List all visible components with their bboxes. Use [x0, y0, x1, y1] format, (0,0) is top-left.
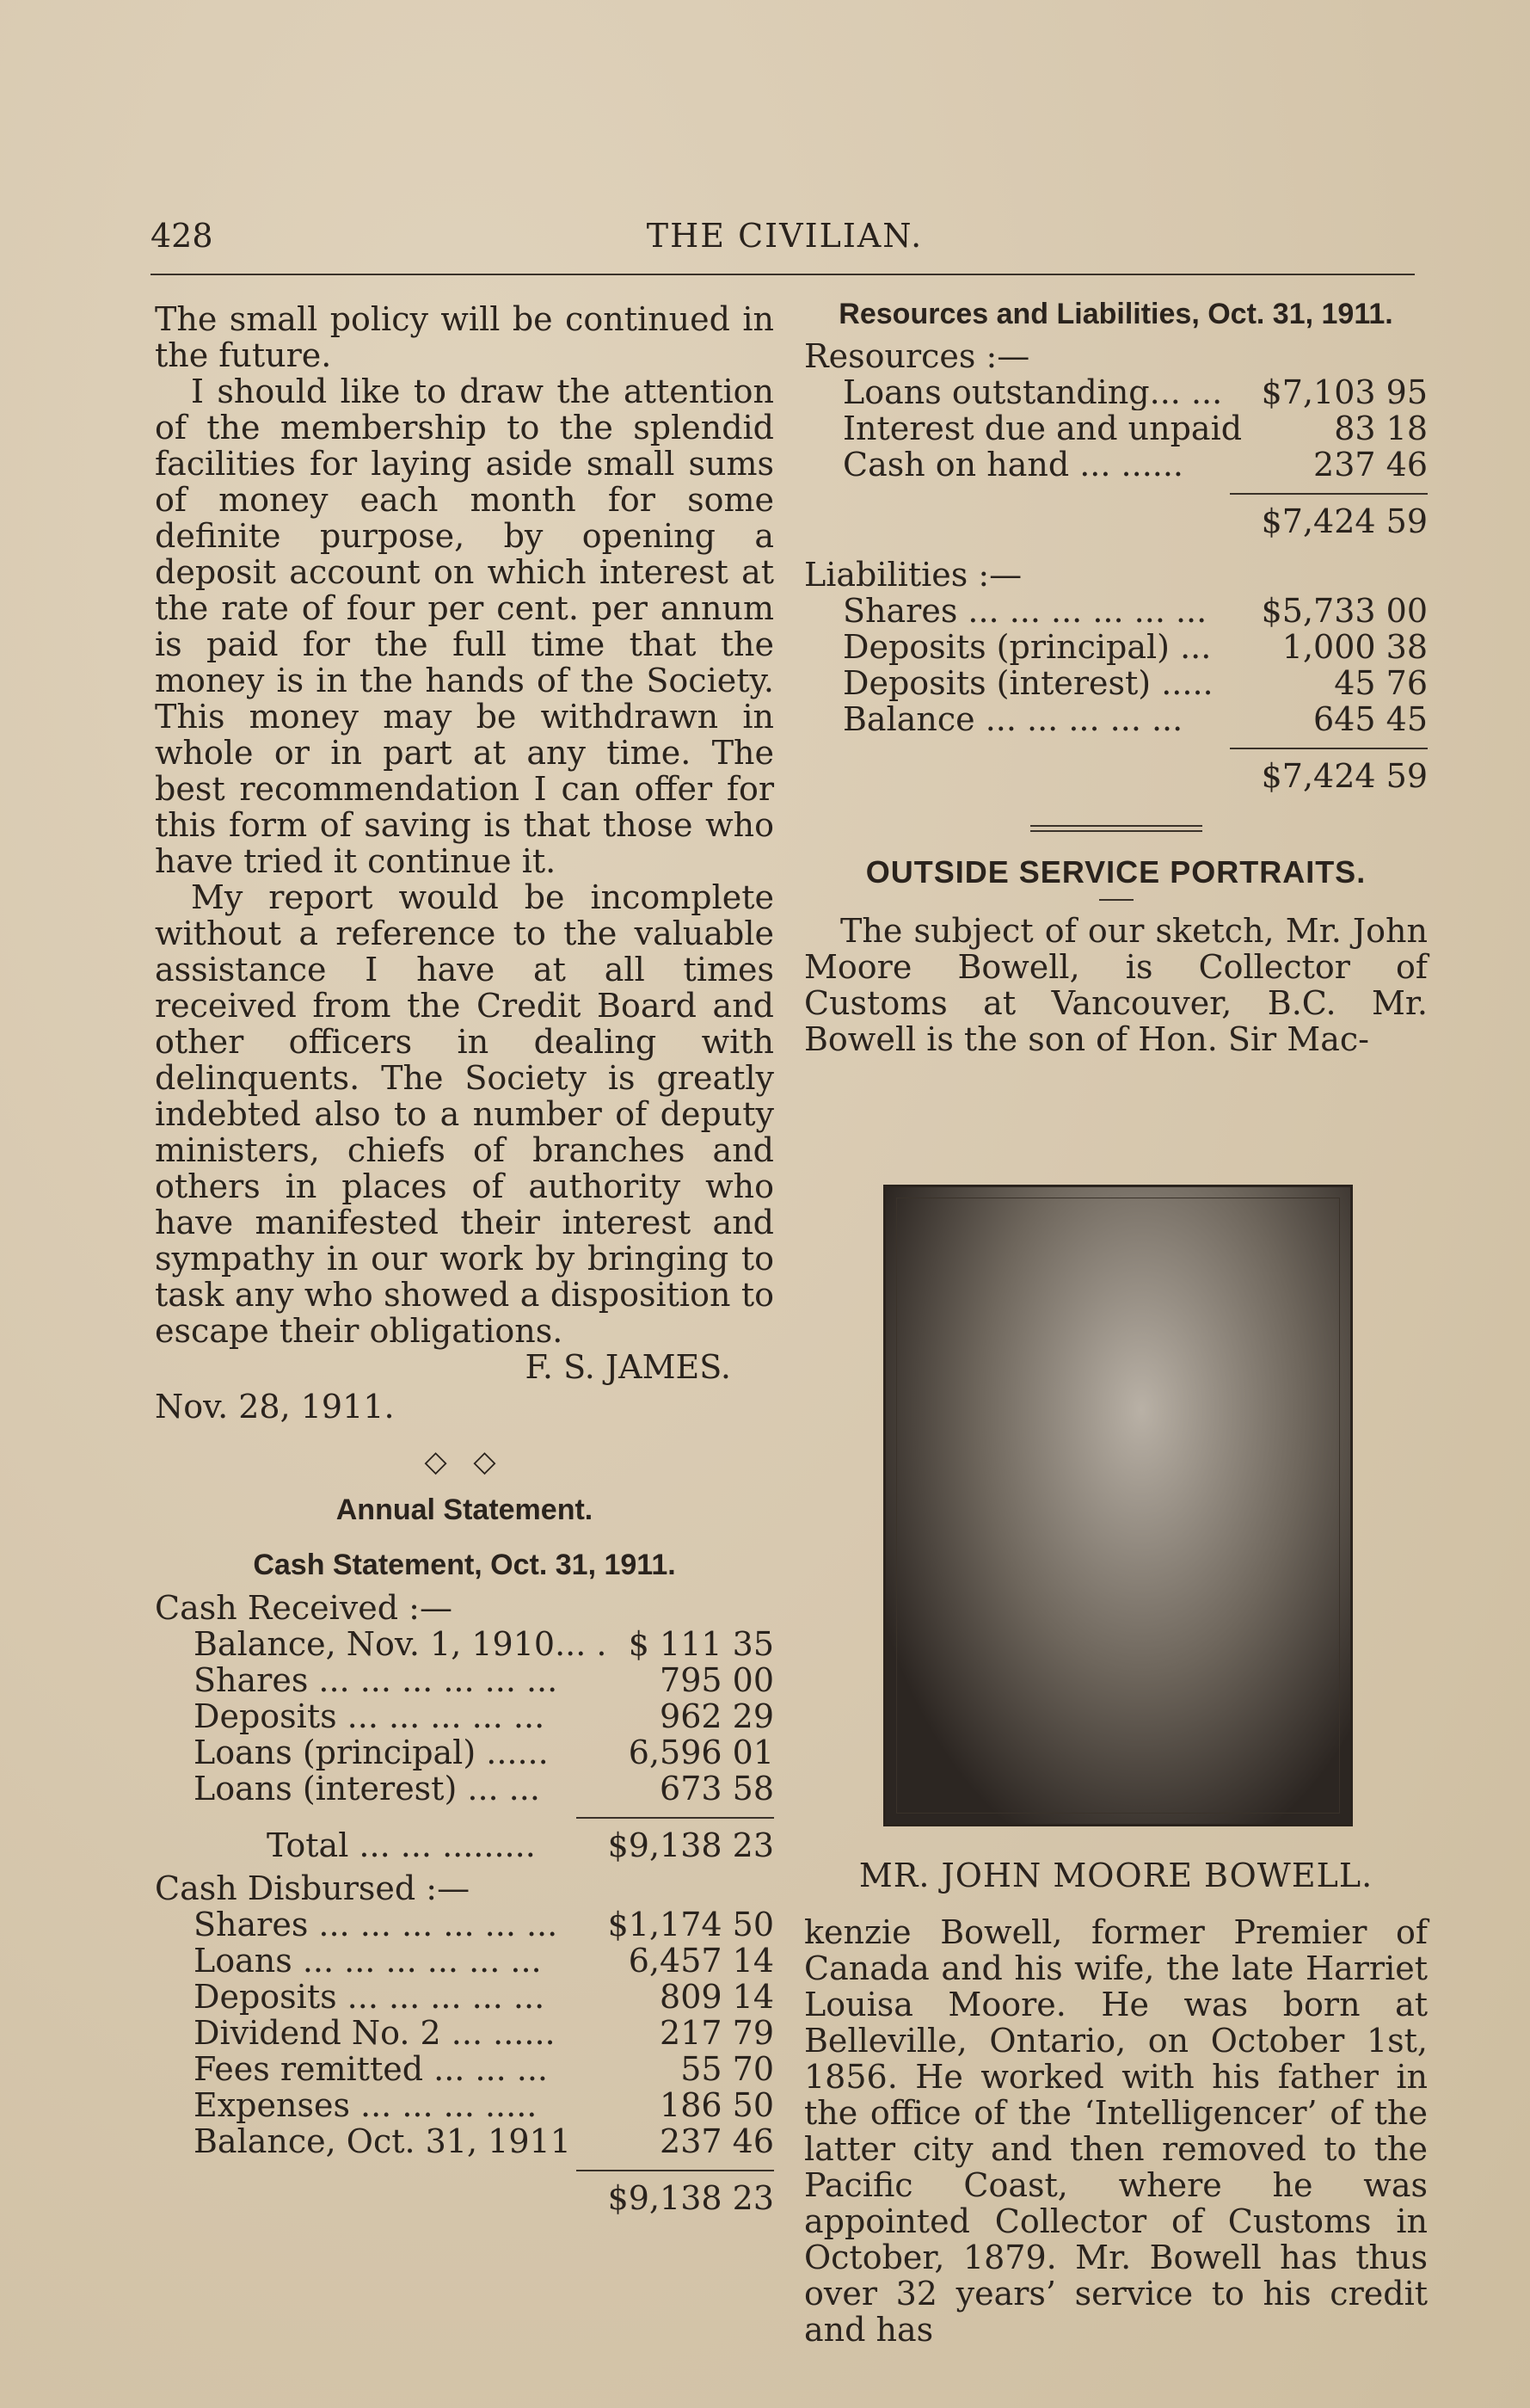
- ledger-row: [155, 2123, 774, 2159]
- ledger-amount: 673 58: [660, 1770, 774, 1808]
- page-number: 428: [151, 217, 213, 255]
- resources-total: $7,424 59: [1261, 502, 1428, 540]
- ledger-amount: 795 00: [660, 1661, 774, 1699]
- ledger-label: Deposits ... ... ... ... ...: [194, 1979, 545, 2015]
- received-total-row: [155, 1827, 774, 1863]
- paragraph: The subject of our sketch, Mr. John Moore Bowell, is Collector of Customs at Vancouver, B.C. Mr. Bowell is the son of Hon. Sir Mac-: [804, 912, 1428, 1058]
- ledger-label: Balance, Nov. 1, 1910... .: [194, 1626, 607, 1662]
- section-title: OUTSIDE SERVICE PORTRAITS.: [865, 854, 1367, 890]
- ornament: ◇ ◇: [424, 1444, 505, 1479]
- ledger-row: [155, 1662, 774, 1698]
- paragraph: The small policy will be continued in the future.: [155, 300, 774, 374]
- ledger-label: Shares ... ... ... ... ... ...: [194, 1662, 558, 1698]
- paragraph: My report would be incomplete without a reference to the valuable assistance I have at all times received from the Credit Board and other officers in dealing with delinquents. The Society is greatly indebted also to a number of deputy ministers, chiefs of branches and others in places of authority who have manifested their interest and sympathy in our work by bringing to task any who showed a disposition to escape their obligations.: [155, 878, 774, 1350]
- sum-rule: [1230, 748, 1428, 749]
- page-header: [151, 217, 1419, 260]
- ledger-row: [155, 1626, 774, 1662]
- ledger-row: [804, 374, 1428, 410]
- resources-label: Resources :—: [804, 337, 1030, 375]
- ledger-amount: $7,103 95: [1261, 373, 1428, 411]
- sum-rule: [576, 2170, 774, 2171]
- cash-disbursed-list: [155, 1906, 774, 2159]
- signature: F. S. JAMES.: [525, 1348, 731, 1386]
- ledger-label: Balance, Oct. 31, 1911: [194, 2123, 571, 2159]
- right-column-continued: [804, 1914, 1428, 2348]
- cash-statement-title: Cash Statement, Oct. 31, 1911.: [253, 1549, 676, 1581]
- ledger-row: [804, 410, 1428, 446]
- ledger-amount: 6,596 01: [628, 1734, 774, 1771]
- ledger-amount: 645 45: [1313, 700, 1428, 738]
- section-divider: [1030, 825, 1202, 832]
- ledger-amount: 809 14: [660, 1978, 774, 2016]
- ledger-row: [155, 2087, 774, 2123]
- ledger-row: [155, 1771, 774, 1807]
- ledger-amount: 962 29: [660, 1697, 774, 1735]
- ledger-amount: 45 76: [1334, 664, 1428, 702]
- photo-caption: MR. JOHN MOORE BOWELL.: [858, 1857, 1373, 1894]
- ledger-amount: $ 111 35: [628, 1625, 774, 1663]
- ledger-row: [804, 593, 1428, 629]
- ledger-row: [804, 629, 1428, 665]
- cash-received-list: [155, 1626, 774, 1807]
- ledger-label: Deposits (interest) .....: [843, 665, 1214, 701]
- ledger-label: Loans outstanding... ...: [843, 374, 1223, 410]
- title-dash: [1099, 899, 1134, 901]
- ledger-amount: 186 50: [660, 2086, 774, 2124]
- ledger-label: Expenses ... ... ... .....: [194, 2087, 538, 2123]
- ledger-row: [155, 1906, 774, 1943]
- ledger-amount: 237 46: [1313, 446, 1428, 483]
- paragraph: I should like to draw the attention of the membership to the splendid facilities for laying aside small sums of money each month for some definite purpose, by opening a deposit account on which interest at the rate of four per cent. per annum is paid for the full time that the money is in the hands of the Society. This money may be withdrawn in whole or in part at any time. The best recommendation I can offer for this form of saving is that those who have tried it continue it.: [155, 373, 774, 880]
- ledger-label: Loans (principal) ......: [194, 1734, 549, 1771]
- paragraph: kenzie Bowell, former Premier of Canada and his wife, the late Harriet Louisa Moore. He was born at Belleville, Ontario, on October 1st, 1856. He worked with his father in the office of the ‘Intelligencer’ of the latter city and then removed to the Pacific Coast, where he was appointed Collector of Customs in October, 1879. Mr. Bowell has thus over 32 years’ service to his credit and has: [804, 1913, 1428, 2349]
- ledger-amount: 217 79: [660, 2014, 774, 2052]
- ledger-label: Fees remitted ... ... ...: [194, 2051, 548, 2087]
- header-rule: [151, 274, 1415, 275]
- disbursed-total: $9,138 23: [607, 2179, 774, 2217]
- liabilities-total: $7,424 59: [1261, 757, 1428, 795]
- ledger-label: Deposits (principal) ...: [843, 629, 1212, 665]
- ledger-label: Interest due and unpaid: [843, 410, 1243, 446]
- portrait-photo: [883, 1185, 1353, 1826]
- ledger-label: Dividend No. 2 ... ......: [194, 2015, 556, 2051]
- photo-frame: [896, 1198, 1340, 1814]
- ledger-row: [804, 446, 1428, 483]
- total-amount: $9,138 23: [607, 1826, 774, 1864]
- sum-rule: [576, 1817, 774, 1819]
- resources-liabilities-title: Resources and Liabilities, Oct. 31, 1911.: [839, 298, 1393, 330]
- annual-statement-title: Annual Statement.: [335, 1493, 593, 1526]
- cash-disbursed-label: Cash Disbursed :—: [155, 1869, 470, 1907]
- ledger-label: Deposits ... ... ... ... ...: [194, 1698, 545, 1734]
- ledger-label: Balance ... ... ... ... ...: [843, 701, 1183, 737]
- ledger-row: [155, 1979, 774, 2015]
- ledger-row: [804, 701, 1428, 737]
- cash-received-label: Cash Received :—: [155, 1589, 452, 1627]
- ledger-amount: 6,457 14: [628, 1942, 774, 1980]
- ledger-label: Shares ... ... ... ... ... ...: [194, 1906, 558, 1943]
- ledger-label: Shares ... ... ... ... ... ...: [843, 593, 1207, 629]
- sum-rule: [1230, 493, 1428, 495]
- liabilities-list: [804, 593, 1428, 737]
- ledger-label: Cash on hand ... ......: [843, 446, 1184, 483]
- running-title: THE CIVILIAN.: [646, 217, 924, 255]
- left-column: [155, 301, 774, 2216]
- ledger-row: [155, 1943, 774, 1979]
- ledger-amount: 55 70: [680, 2050, 774, 2088]
- ledger-row: [155, 1698, 774, 1734]
- resources-list: [804, 374, 1428, 483]
- ledger-amount: 237 46: [660, 2122, 774, 2160]
- ledger-amount: $1,174 50: [607, 1906, 774, 1943]
- total-label: Total ... ... .........: [267, 1826, 536, 1864]
- ledger-row: [804, 665, 1428, 701]
- liabilities-label: Liabilities :—: [804, 556, 1023, 594]
- ledger-row: [155, 2015, 774, 2051]
- ledger-label: Loans ... ... ... ... ... ...: [194, 1943, 542, 1979]
- ledger-label: Loans (interest) ... ...: [194, 1771, 540, 1807]
- ledger-row: [155, 2051, 774, 2087]
- ledger-amount: 1,000 38: [1281, 628, 1428, 666]
- ledger-amount: $5,733 00: [1261, 592, 1428, 630]
- right-column: [804, 297, 1428, 1057]
- ledger-row: [155, 1734, 774, 1771]
- ledger-amount: 83 18: [1334, 410, 1428, 447]
- report-date: Nov. 28, 1911.: [155, 1388, 395, 1426]
